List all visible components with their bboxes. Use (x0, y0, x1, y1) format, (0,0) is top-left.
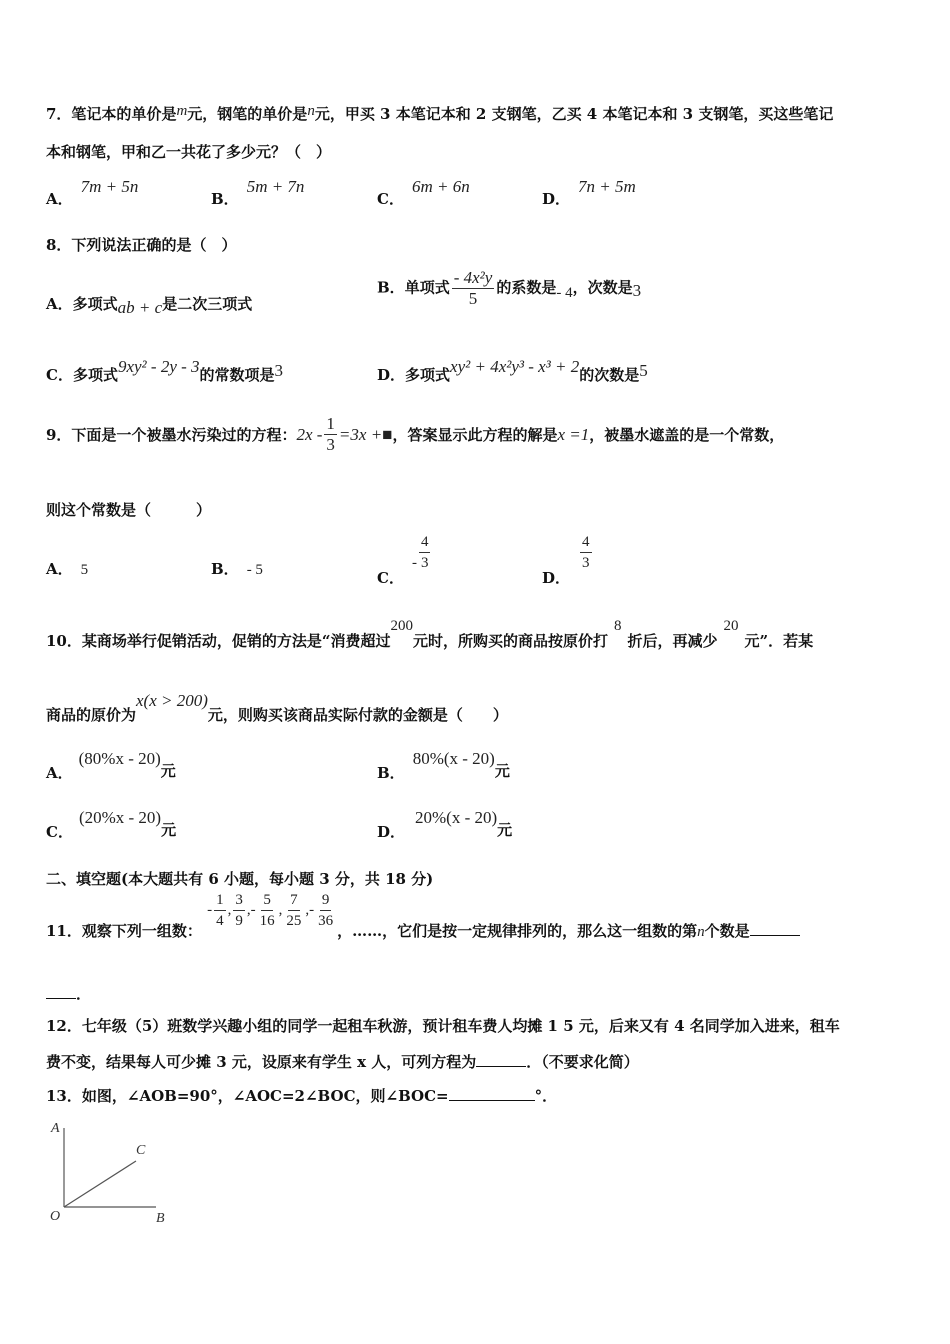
q7-line2: 本和钢笔，甲和乙一共花了多少元？（ ） (46, 143, 332, 161)
label-c: C (136, 1143, 146, 1158)
q13-angle-figure (44, 1118, 184, 1230)
q10-option-a: A．(80%x - 20)元 (46, 749, 176, 782)
q7-option-b: B．5m + 7n (211, 177, 305, 208)
q8-b-fraction: $\frac{\text{- 4x²y}}{5}$ (453, 268, 493, 308)
q10-line1: 10．某商场举行促销活动，促销的方法是“消费超过200元时，所购买的商品按原价打8折后，再减少20元”．若某 (46, 618, 814, 650)
q11-sequence: - $\frac{1}{4}$ , $\frac{3}{9}$ , - $\frac{5}{16}$ , $\frac{7}{25}$ , - $\frac{9}{36}$ (207, 892, 334, 929)
q12-line2: 费不变，结果每人可少摊 3 元，设原来有学生 x 人，可列方程为 ．（不要求化简） (46, 1053, 639, 1071)
q10-option-c: C．(20%x - 20)元 (46, 808, 177, 841)
q9-option-b: B． - 5 (211, 560, 263, 578)
q7-option-a: A．7m + 5n (46, 177, 139, 208)
q11-line1: 11．观察下列一组数： - $\frac{1}{4}$ , $\frac{3}{9}$ , - $\frac{5}{16}$ , $\frac{7}{25}$ , - $\frac{9}{36}$ ，……，它们是按一定规律排列的，那么这一组数的第n个数是 (46, 890, 800, 931)
q8-option-c: C．多项式9xy² - 2y - 3的常数项是3 (46, 357, 284, 384)
q9-option-c: C．- $\frac{4}{3}$ (377, 534, 429, 587)
q10-option-d: D．20%(x - 20)元 (377, 808, 513, 841)
q7-line1: 7．笔记本的单价是m元，钢笔的单价是n元，甲买 3 本笔记本和 2 支钢笔，乙买 4 本笔记本和 3 支钢笔，买这些笔记 (46, 103, 834, 123)
q7-options (46, 176, 906, 206)
q8-option-b: B．单项式 $\frac{\text{- 4x²y}}{5}$ 的系数是- 4，次数是3 (377, 268, 642, 308)
q9-option-a: A． 5 (46, 560, 89, 578)
q7-option-d: D．7n + 5m (542, 177, 636, 208)
q9-line1: 9．下面是一个被墨水污染过的方程： 2x - $\frac{1}{3}$ =3x + ■ ，答案显示此方程的解是x =1，被墨水遮盖的是一个常数， (46, 414, 785, 454)
q13-text: 13．如图，∠AOB=90°，∠AOC=2∠BOC，则∠BOC= °． (46, 1087, 558, 1105)
ray-oc (64, 1161, 136, 1207)
q8-stem: 8．下列说法正确的是（ ） (46, 236, 237, 254)
q11-line2: ． (46, 983, 91, 1004)
q10-line2: 商品的原价为x(x > 200)元，则购买该商品实际付款的金额是（ ） (46, 691, 508, 724)
q13-answer-blank[interactable] (449, 1085, 535, 1101)
q7-option-c: C．6m + 6n (377, 177, 470, 208)
q10-option-b: B．80%(x - 20)元 (377, 749, 510, 782)
q8-option-d: D．多项式xy² + 4x²y³ - x³ + 2的次数是5 (377, 357, 648, 384)
ink-blot: ■ (382, 424, 393, 444)
q11-answer-blank[interactable] (750, 920, 800, 936)
label-b: B (156, 1211, 165, 1226)
q8-option-a: A．多项式ab + c是二次三项式 (46, 295, 253, 317)
q12-line1: 12．七年级（5）班数学兴趣小组的同学一起租车秋游，预计租车费人均摊 1 5 元，后来又有 4 名同学加入进来，租车 (46, 1017, 840, 1035)
q9-equation: 2x - $\frac{1}{3}$ =3x + ■ (296, 414, 393, 454)
q9-options (46, 530, 906, 587)
q12-answer-blank[interactable] (476, 1051, 526, 1067)
q9-line2: 则这个常数是（ ） (46, 501, 212, 519)
q11-answer-blank-cont[interactable] (46, 983, 76, 999)
label-o: O (50, 1209, 61, 1224)
q9-option-d: D． $\frac{4}{3}$ (542, 534, 590, 587)
section-2-heading: 二、填空题(本大题共有 6 小题，每小题 3 分，共 18 分) (46, 870, 434, 888)
label-a: A (51, 1121, 60, 1136)
